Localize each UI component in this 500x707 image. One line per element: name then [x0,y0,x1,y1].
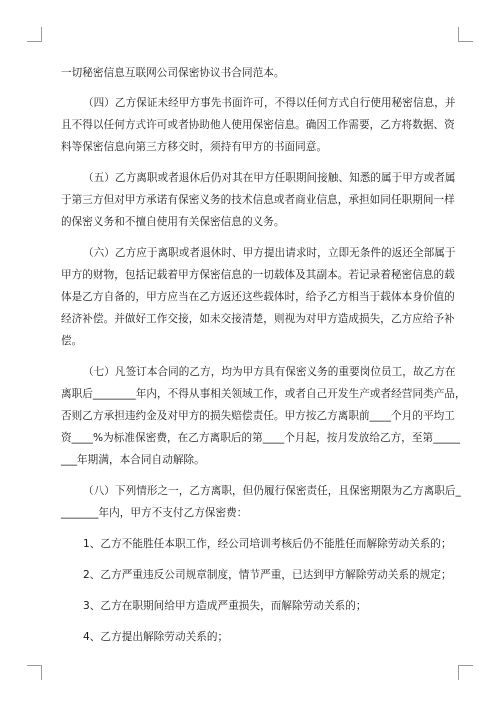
list-item: 3、乙方在职期间给甲方造成严重损失，而解除劳动关系的； [83,600,367,612]
crop-mark-bottom-left [27,665,42,680]
paragraph-5-line: （五）乙方离职或者退休后仍对其在甲方任职期间接触、知悉的属于甲方或者属 [83,172,456,184]
paragraph-8-line: （八）下列情形之一，乙方离职，但仍履行保密责任，且保密期限为乙方离职后_ [83,485,461,497]
paragraph-6-line: 体是乙方自备的，甲方应当在乙方返还这些载体时，给予乙方相当于载体本身价值的 [61,291,455,303]
list-item: 1、乙方不能胜任本职工作，经公司培训考核后仍不能胜任而解除劳动关系的； [83,538,452,550]
crop-mark-bottom-right [458,665,473,680]
crop-mark-top-left [27,27,42,42]
paragraph-6-line: 经济补偿。并做好工作交接，如未交接清楚，则视为对甲方造成损失，乙方应给予补 [61,313,455,325]
paragraph-4-line: 料等保密信息向第三方移交时，须持有甲方的书面同意。 [61,141,328,153]
paragraph-6-line: 甲方的财物，包括记载着甲方保密信息的一切载体及其副本。若记录着秘密信息的载 [61,269,455,281]
text-line: 一切秘密信息互联网公司保密协议书合同范本。 [61,67,285,79]
paragraph-7-line: （七）凡签订本合同的乙方，均为甲方具有保密义务的重要岗位员工，故乙方在 [83,366,456,378]
paragraph-5-line: 的保密义务和不擅自使用有关保密信息的义务。 [61,216,285,228]
crop-mark-top-right [458,27,473,42]
paragraph-7-line: 资____%为标准保密费，在乙方离职后的第____个月起，按月发放给乙方，至第_____ [61,432,460,444]
list-item: 2、乙方严重违反公司规章制度，情节严重，已达到甲方解除劳动关系的规定； [83,569,452,581]
paragraph-7-line: 否则乙方承担违约金及对甲方的损失赔偿责任。甲方按乙方离职前____个月的平均工 [61,410,455,422]
list-item: 4、乙方提出解除劳动关系的； [83,631,229,643]
paragraph-7-line: 离职后________年内，不得从事相关领域工作，或者自己开发生产或者经营同类产品， [61,388,466,400]
paragraph-5-line: 于第三方但对甲方承诺有保密义务的技术信息或者商业信息，承担如同任职期间一样 [61,194,455,206]
paragraph-4-line: 且不得以任何方式许可或者协助他人使用保密信息。确因工作需要，乙方将数据、资 [61,119,455,131]
paragraph-6-line: 偿。 [61,335,83,347]
paragraph-6-line: （六）乙方应于离职或者退休时、甲方提出请求时，立即无条件的返还全部属于 [83,247,456,259]
paragraph-8-line: _______年内，甲方不支付乙方保密费： [61,507,248,519]
paragraph-4-line: （四）乙方保证未经甲方事先书面许可，不得以任何方式自行使用秘密信息，并 [83,97,456,109]
paragraph-7-line: ___年期满，本合同自动解除。 [61,454,205,466]
